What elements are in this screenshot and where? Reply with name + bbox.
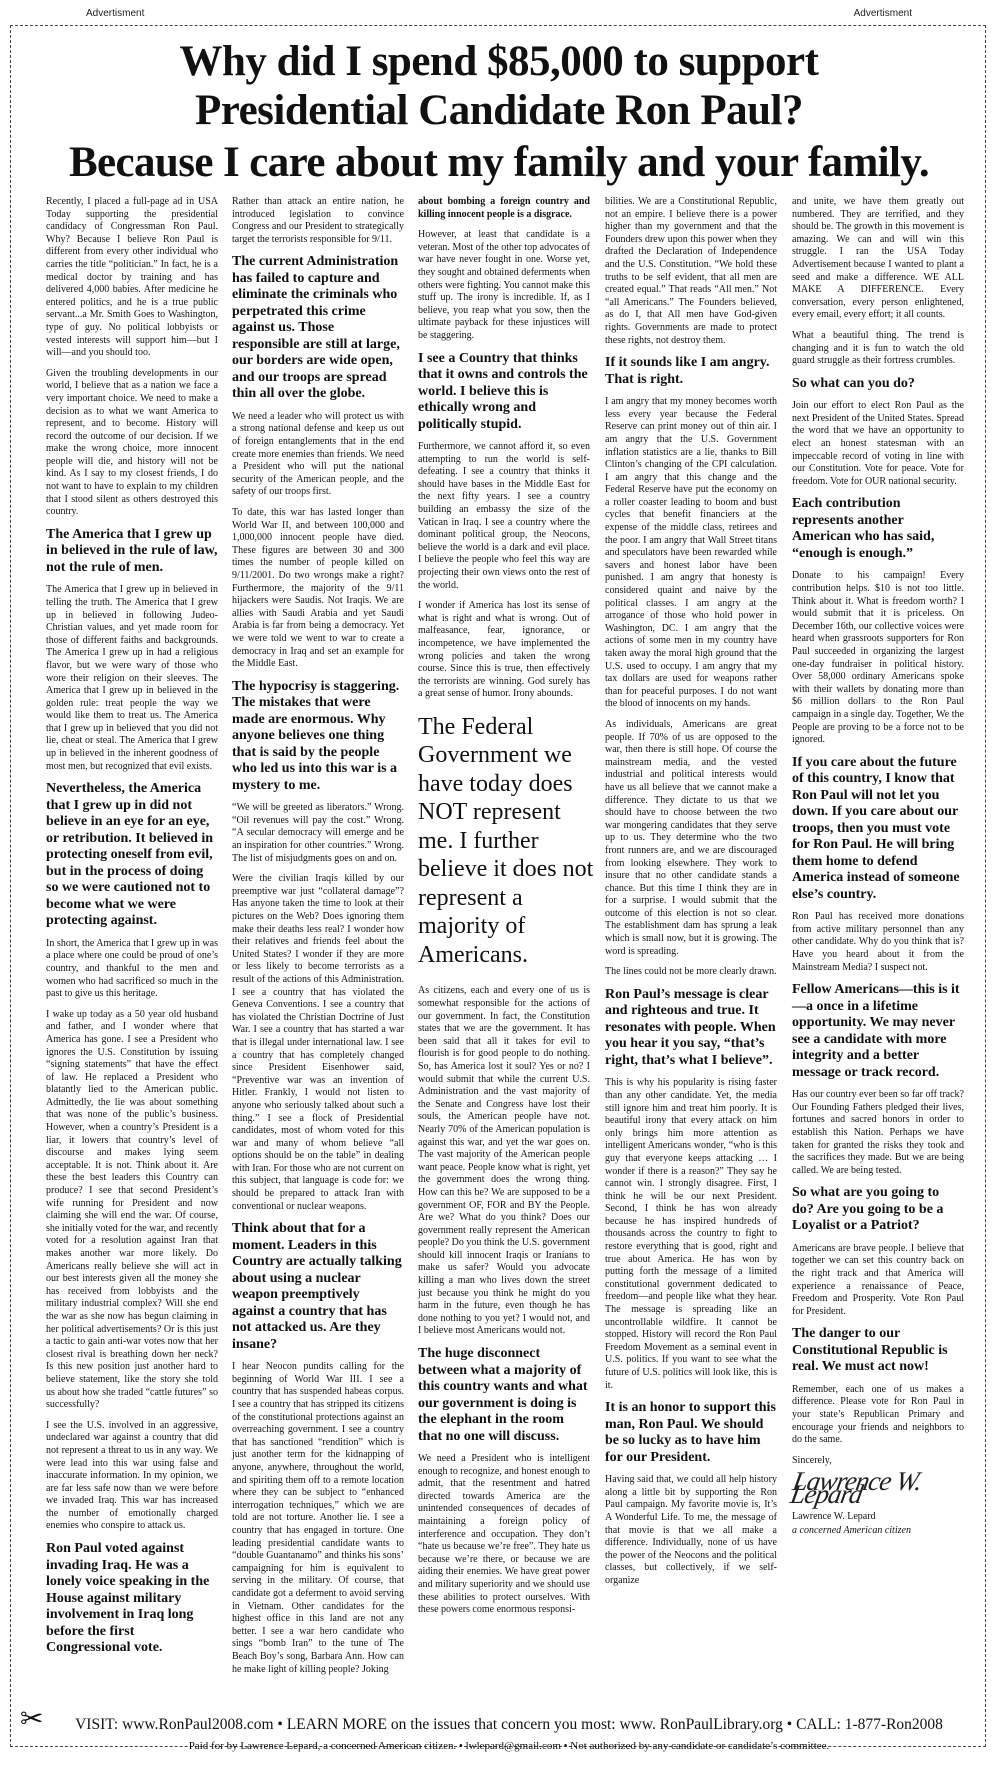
handwritten-signature: Lawrence W. Lepard	[788, 1466, 924, 1510]
paragraph: The America that I grew up in believed in telling the truth. The America that I grew up in believed in following Judeo-Christian values, and yet made room for those of different faiths and backgrounds. The America I grew up in had a religious flavor, but we were wary of those who wore their religion on their sleeves. The America that I grew up in believed in the golden rule: treat people the way we would like them to treat us. The America that I grew up in believed that you did not lie, cheat or steal. The America that I grew up in believed in the inherent goodness of most men, but recognized that evil exists.	[46, 584, 218, 772]
subheading: The danger to our Constitutional Republic is real. We must act now!	[792, 1326, 948, 1375]
paragraph: bilities. We are a Constitutional Republic, not an empire. I believe there is a power higher than my government and that the Founders drew upon this power when they drafted the Declaration of Independence and the U.S. Constitution. “We hold these truths to be self evident, that all men are created equal.” That reads “All men.” Not “all Americans.” The Founders believed, as do I, that All men have God-given rights. Governments are made to protect these rights, not destroy them.	[605, 196, 777, 346]
paragraph: Remember, each one of us makes a difference. Please vote for Ron Paul in your state’s Republican Primary and encourage your friends and neighbors to do the same.	[792, 1383, 964, 1446]
paragraph: I see the U.S. involved in an aggressive, undeclared war against a country that did not represent a threat to us in any way. We were lead into this war using false and inaccurate information. In my opinion, we are far less safe now than we were before we invaded Iraq. This war has increased the number of emotionally charged enemies who conspire to attack us.	[46, 1419, 218, 1532]
column-2	[232, 196, 404, 1675]
subheading: Think about that for a moment. Leaders in this Country are actually talking about using a nuclear weapon preemptively against a country that has not attacked us. Are they insane?	[232, 1221, 402, 1352]
paragraph: However, at least that candidate is a veteran. Most of the other top advocates of war have never fought in one. Worse yet, they sought and obtained deferments when others were fighting. You cannot make this stuff up. The irony is incredible. If, as I believe, you reap what you sow, then the ultimate payback for these injustices will be staggering.	[418, 229, 590, 341]
signer-title: a concerned American citizen	[792, 1525, 911, 1537]
paragraph: Ron Paul has received more donations from active military personnel than any other candidate. Why do you think that is? Have you heard about it from the Mainstream Media? I suspect not.	[792, 911, 964, 973]
subheading: If you care about the future of this country, I know that Ron Paul will not let you down. If you care about our troops, then you must vote for Ron Paul. He will bring them home to defend America instead of someone else’s country.	[792, 754, 960, 902]
headline-line-2: Presidential Candidate Ron Paul?	[195, 87, 803, 134]
advertisement-label-left: Advertisment	[86, 8, 145, 19]
subheading: I see a Country that thinks that it owns and controls the world. I believe this is ethically wrong and politically stupid.	[418, 350, 588, 432]
subheading: Ron Paul voted against invading Iraq. He was a lonely voice speaking in the House against military involvement in Iraq long before the first Congressional vote.	[46, 1541, 210, 1656]
signer-name: Lawrence W. Lepard	[792, 1510, 876, 1522]
headline-line-1: Why did I spend $85,000 to support	[179, 38, 819, 85]
paragraph: We need a President who is intelligent enough to recognize, and honest enough to admit, that the resentment and hatred directed towards America are the unintended consequences of decades of maintaining a foreign policy of interference and occupation. They don’t “hate us because we’re free”. They hate us because we’re there, or because we are aiding their enemies. We have great power and military superiority and we should use these abilities to protect ourselves. With these powers come enormous responsi-	[418, 1453, 590, 1616]
signature-block	[788, 1454, 964, 1538]
column-3	[418, 196, 594, 1616]
paragraph: The lines could not be more clearly drawn.	[605, 966, 777, 978]
subheading: The huge disconnect between what a majority of this country wants and what our government is doing is the elephant in the room that no one will discuss.	[418, 1346, 588, 1444]
paragraph: Rather than attack an entire nation, he introduced legislation to convince Congress and our President to strategically target the terrorists responsible for 9/11.	[232, 196, 404, 245]
subheading: The America that I grew up in believed in the rule of law, not the rule of men.	[46, 526, 218, 575]
subheading: The current Administration has failed to capture and eliminate the criminals who perpetrated this crime against us. Those responsible are still at large, our borders are wide open, and our troops are spread thin all over the globe.	[232, 254, 400, 402]
paragraph: We need a leader who will protect us with a strong national defense and keep us out of foreign entanglements that in the end create more enemies than friends. We need a President who will put the national security of the American people, and the safety of our troops first.	[232, 410, 404, 498]
column-4	[605, 196, 777, 1591]
subheading: If it sounds like I am angry. That is right.	[605, 355, 770, 387]
paragraph: Furthermore, we cannot afford it, so even attempting to run the world is self-defeating. I see a country that thinks it should have bases in the Middle East for the next fifty years. I see a country building an embassy the size of the Vatican in Iraq. I see a country where the dominant political group, the Neocons, believe the world is a dark and evil place. I believe the people who feel this way are projecting their own views onto the rest of the world.	[418, 441, 590, 591]
subheading: Ron Paul’s message is clear and righteous and true. It resonates with people. When you hear it you say, “that’s right, that’s what I believe”.	[605, 986, 776, 1068]
column-1	[46, 196, 218, 1656]
paragraph: Americans are brave people. I believe that together we can set this country back on the right track and that America will experience a renaissance of Peace, Freedom and Prosperity. Vote Ron Paul for President.	[792, 1242, 964, 1317]
paragraph: I hear Neocon pundits calling for the beginning of World War III. I see a country that has suspended habeas corpus. I see a country that has stripped its citizens of the constitutional protections against an overreaching government. I see a country that has sanctioned “rendition” which is just another term for the kidnapping of anyone, anywhere, throughout the world, and spiriting them off to a remote location where they can be subject to “enhanced interrogation techniques,” which we are told are not torture. Another lie. I see a country that has engaged in torture. One leading presidential candidate wants to “double Guantanamo” and thinks his sons’ campaigning for him is equivalent to serving in the military. Of course, that candidate got a deferment to avoid serving in Vietnam. Other candidates for the highest office in this land are not any better. I see a war hero candidate who sings “bomb Iran” to the tune of The Beach Boy’s song, Barbara Ann. How can he make light of killing people? Joking	[232, 1361, 404, 1675]
subheading: It is an honor to support this man, Ron Paul. We should be so lucky as to have him for our President.	[605, 1400, 776, 1465]
footer-cta: VISIT: www.RonPaul2008.com • LEARN MORE on the issues that concern you most: www. RonPaulLibrary.org • CALL: 1-877-Ron2008	[75, 1716, 943, 1733]
paragraph: Donate to his campaign! Every contribution helps. $10 is not too little. Think about it. What is freedom worth? I would submit that it is priceless. On December 16th, our collective voices were heard when grassroots supporters for Ron Paul succeeded in organizing the largest one-day fundraiser in political history. Over 58,000 ordinary Americans spoke with their wallets by donating more than $6 million dollars to the Ron Paul campaign in a single day. Together, We the People are proving to be a force not to be ignored.	[792, 570, 964, 746]
paragraph: “We will be greeted as liberators.” Wrong. “Oil revenues will pay the cost.” Wrong. “A secular democracy will emerge and be an inspiration for other countries.” Wrong. The list of misjudgments goes on and on.	[232, 802, 404, 864]
paragraph: and unite, we have them greatly out numbered. They are terrified, and they should be. The growth in this movement is amazing. We can and will win this struggle. I ran the USA Today Advertisement because I wanted to plant a seed and make a difference. WE ALL MAKE A DIFFERENCE. Every conversation, every person enlightened, every email, every effort; it all counts.	[792, 196, 964, 321]
headline-line-3: Because I care about my family and your family.	[68, 139, 930, 186]
paragraph: This is why his popularity is rising faster than any other candidate. Yet, the media still ignore him and treat him poorly. It is beautiful irony that every attack on him only brings him more attention as intelligent Americans wonder, “who is this guy that everyone keeps attacking … I wonder if there is a reason?” They say he cannot win. I strongly disagree. First, I think he will be our next President. Second, I think he has won already because he has inspired hundreds of thousands across the country to fight to restore everything that is good, right and true about America. He has won by putting forth the message of a limited constitutional government dedicated to freedom—and people like what they hear. The message is spreading like an uncontrollable wildfire. It cannot be stopped. History will record the Ron Paul Freedom Movement as a seminal event in U.S. politics. If you want to see what the future of U.S. politics will look like, this is it.	[605, 1077, 777, 1391]
paragraph: As citizens, each and every one of us is somewhat responsible for the actions of our government. In fact, the Constitution states that we are the government. It has been said that all it takes for evil to flourish is for good people to do nothing. So, has America lost it soul? Yes or no? I would submit that while the current U.S. Administration and the vast majority of the Senate and Congress have lost their souls, the American people have not. Nearly 70% of the American population is against this war, and yet the war goes on. The vast majority of the American people want peace. People know what is right, yet the government does the wrong thing. How can this be? We are supposed to be a government OF, FOR and BY the People. Are we? What do you think? Does our government really represent the American people? Do you think the U.S. government should kill innocent Iraqis or Iranians to make us safer? Would you advocate killing a man who lives down the street just because you think he might do you harm in the future, even though he has done nothing to you yet? I would not, and I believe most Americans would not.	[418, 985, 590, 1337]
bold-lead-in: about bombing a foreign country and killing innocent people is a disgrace.	[418, 196, 590, 220]
paragraph: What a beautiful thing. The trend is changing and it is fun to watch the old guard struggle as their fortress crumbles.	[792, 329, 964, 367]
paragraph: Recently, I placed a full-page ad in USA Today supporting the presidential candidacy of Congressman Ron Paul. Why? Because I believe Ron Paul is different from every other individual who carries the title “politician.” In fact, he is a medical doctor by training and has delivered 4,000 babies. After medicine he entered politics, and he is a true public servant...a Mr. Smith Goes to Washington, type of guy. No political lobbyists or vested interests will support him—but I will—and you should too.	[46, 196, 218, 359]
scissors-icon: ✂	[20, 1702, 44, 1735]
paragraph: I wake up today as a 50 year old husband and father, and I wonder where that America has gone. I see a President who ignores the U.S. Constitution by issuing “signing statements” that have the effect of law. He replaced a President who blatantly lied to the American public. Admittedly, the lie was about something that was none of the public’s business. However, when a country’s President is a liar, it lowers that country’s level of discourse and makes lying seem acceptable. It is not. Think about it. Are these the best leaders this Country can produce? I see that second President’s wife running for President and now claiming she will end the war. Of course, she initially voted for the war, and recently voted for a resolution against Iran that makes another war more likely. Do Americans really believe she will act in our best interests given all the money she has received from lobbyists and the military industrial complex? Will she end the war as she now has begun claiming in her political advertisements? Or is this just a tactic to gain anti-war votes now that her closest rival is breathing down her neck? Is this new position just another hard to believe statement, like the story she told us about how she traded “cattle futures” so successfully?	[46, 1008, 218, 1411]
paragraph: To date, this war has lasted longer than World War II, and between 100,000 and 1,000,000 innocent people have died. These figures are between 30 and 300 times the number of people killed on 9/11/2001. Do two wrongs make a right? Furthermore, the majority of the 9/11 hijackers were Saudis. Not Iraqis. We are allies with Saudi Arabia and yet Saudi Arabia is far from being a democracy. Yet we were told we went to war to create a democracy in Iraq and set an example for the Middle East.	[232, 507, 404, 670]
subheading: Nevertheless, the America that I grew up in did not believe in an eye for an eye, or retribution. It believed in protecting oneself from evil, but in the process of doing so we were cautioned not to become what we were protecting against.	[46, 781, 214, 929]
paragraph: I wonder if America has lost its sense of what is right and what is wrong. Out of malfeasance, fear, ignorance, or incompetence, we have implemented the wrong policies and taken the wrong course. Since this is true, then effectively the terrorists are winning. God surely has a great sense of humor. Irony abounds.	[418, 600, 590, 700]
subheading: The hypocrisy is staggering. The mistakes that were made are enormous. Why anyone believes one thing that is said by the people who led us into this war is a mystery to me.	[232, 678, 400, 793]
paragraph: Having said that, we could all help history along a little bit by supporting the Ron Paul campaign. My favorite movie is, It’s A Wonderful Life. To me, the message of that movie is that we all make a difference. Individually, none of us have the power of the Neocons and the political classes, but collectively, if we self-organize	[605, 1474, 777, 1586]
advertisement-label-right: Advertisment	[853, 8, 912, 19]
subheading: Fellow Americans—this is it—a once in a lifetime opportunity. We may never see a candidate with more integrity and a better message or track record.	[792, 982, 960, 1080]
paragraph: As individuals, Americans are great people. If 70% of us are opposed to the war, then there is still hope. Of course the mainstream media, and the vested industrial and political interests would have us all believe that we cannot make a difference. They dictate to us that we should have to choose between the two war mongering candidates that they serve up to us. They determine who the two front runners are, and we are discouraged from looking elsewhere. They work to insure that no other candidate stands a chance. But this time I think they are in for a surprise. I would submit that the outcome of this election is not so clear. The establishment dam has sprung a leak which is small now, but it is growing. The word is spreading.	[605, 718, 777, 957]
paragraph: I am angry that my money becomes worth less every year because the Federal Reserve can print money out of thin air. I am angry that the U.S. Government inflation statistics are a lie, thanks to Bill Clinton’s changing of the CPI calculation. I am angry that this change and the Federal Reserve have put the economy on a roller coaster leading to boom and bust cycles that benefit financiers at the expense of the middle class, retirees and the poor. I am angry that Wall Street titans and speculators have been rewarded while savers and honest labor have been punished. I am angry that honesty is considered quaint and naive by the political classes. I am angry at the arrogance of those who hold power in Washington, DC. I am angry that the actions of some men in my country have taken away the moral high ground that the U.S. used to occupy. I am angry that my tax dollars are used for weapons rather than for peaceful purposes. I do not want the blood of innocents on my hands.	[605, 396, 777, 710]
paragraph: In short, the America that I grew up in was a place where one could be proud of one’s country, and thankful to the men and women who had sacrificed so much in the past to give us this heritage.	[46, 937, 218, 1000]
paragraph: Were the civilian Iraqis killed by our preemptive war just “collateral damage”? Has anyone taken the time to look at their pictures on the Web? Does ignoring them make their deaths less real? I wonder how their relatives and friends feel about the United States? I wonder if they are more or less likely to become terrorists as a result of the actions of this Administration. I see a country that has violated the Geneva Conventions. I see a country that has violated the Christian Doctrine of Just War. I see a country that has started a war that is illegal under international law. I see a country that has completely changed since President Eisenhower said, “Preventive war was an invention of Hitler. Frankly, I would not listen to anyone who seriously talked about such a thing.” I see a flock of Presidential candidates, most of whom voted for this war and many of whom believe “all options should be on the table” in dealing with Iran. For those who are not current on this subject, that language is code for: we should be prepared to attack Iran with conventional or nuclear weapons.	[232, 873, 404, 1212]
subheading: So what are you going to do? Are you going to be a Loyalist or a Patriot?	[792, 1185, 944, 1234]
paragraph: Join our effort to elect Ron Paul as the next President of the United States. Spread the word that we have an opportunity to elect an honest statesman with an impeccable record of voting in line with our Constitution. Vote for peace. Vote for freedom. Vote for OUR national security.	[792, 400, 964, 487]
footer-disclaimer: Paid for by Lawrence Lepard, a concerned American citizen. • lwlepard@gmail.com • Not authorized by any candidate or candidate’s committee.	[188, 1740, 830, 1752]
pull-quote: The Federal Government we have today does NOT represent me. I further believe it does not represent a majority of Americans.	[418, 713, 594, 968]
subheading: So what can you do?	[792, 375, 915, 391]
subheading: Each contribution represents another American who has said, “enough is enough.”	[792, 496, 935, 561]
closing: Sincerely,	[792, 1454, 832, 1466]
paragraph: Given the troubling developments in our world, I believe that as a nation we face a very important choice. We need to make a decision as to what we want America to represent, and to become. History will record the outcome of our decision. If we make the wrong choice, more innocent people will die, and history will not be kind. As I say to my closest friends, I do not want to have to explain to my children that I stood silent as others destroyed this country.	[46, 367, 218, 518]
column-5	[788, 196, 964, 1591]
paragraph: Has our country ever been so far off track? Our Founding Fathers pledged their lives, fortunes and sacred honors in order to establish this Nation. Perhaps we have taken for granted the risks they took and the sacrifices they made. But we are being called. We are being tested.	[792, 1089, 964, 1176]
